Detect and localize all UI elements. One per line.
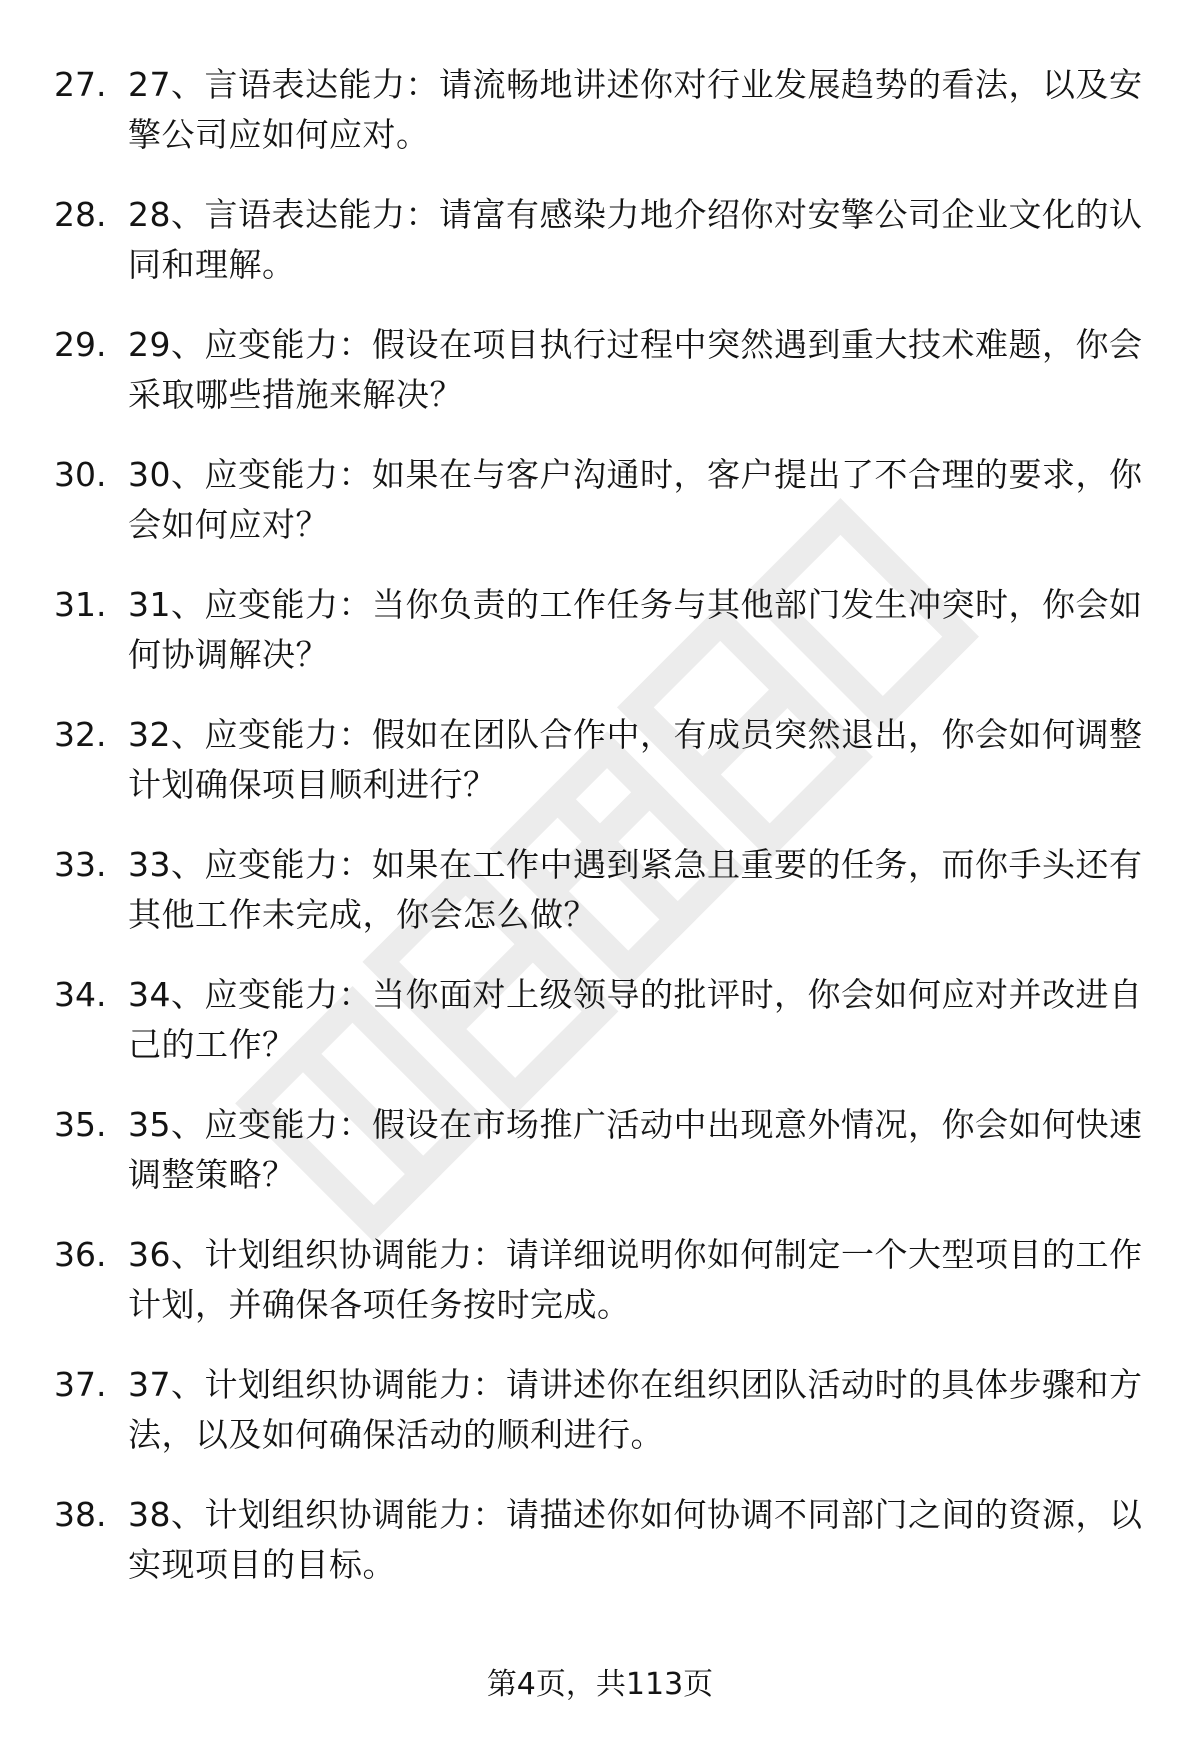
page-footer: 第4页，共113页 (486, 1667, 714, 1702)
question-number: 38. (54, 1495, 107, 1534)
question-number: 33. (54, 845, 107, 884)
list-item (0, 1100, 1200, 1230)
list-item (0, 60, 1200, 190)
list-item (0, 840, 1200, 970)
question-text: 27、言语表达能力：请流畅地讲述你对行业发展趋势的看法，以及安擎公司应如何应对。 (128, 65, 1143, 154)
list-item (0, 580, 1200, 710)
question-text: 35、应变能力：假设在市场推广活动中出现意外情况，你会如何快速调整策略？ (128, 1105, 1143, 1194)
question-number: 31. (54, 585, 107, 624)
list-item (0, 450, 1200, 580)
list-item (0, 970, 1200, 1100)
question-number: 32. (54, 715, 107, 754)
question-text: 32、应变能力：假如在团队合作中，有成员突然退出，你会如何调整计划确保项目顺利进行？ (128, 715, 1143, 804)
list-item (0, 1360, 1200, 1490)
question-number: 27. (54, 65, 107, 104)
question-list (0, 60, 1200, 1620)
question-number: 28. (54, 195, 107, 234)
question-number: 35. (54, 1105, 107, 1144)
question-number: 30. (54, 455, 107, 494)
list-item (0, 710, 1200, 840)
question-number: 36. (54, 1235, 107, 1274)
question-text: 31、应变能力：当你负责的工作任务与其他部门发生冲突时，你会如何协调解决？ (128, 585, 1143, 674)
question-text: 30、应变能力：如果在与客户沟通时，客户提出了不合理的要求，你会如何应对？ (128, 455, 1143, 544)
question-text: 37、计划组织协调能力：请讲述你在组织团队活动时的具体步骤和方法，以及如何确保活动的顺利进行。 (128, 1365, 1143, 1454)
question-text: 33、应变能力：如果在工作中遇到紧急且重要的任务，而你手头还有其他工作未完成，你会怎么做？ (128, 845, 1143, 934)
question-text: 38、计划组织协调能力：请描述你如何协调不同部门之间的资源，以实现项目的目标。 (128, 1495, 1143, 1584)
question-number: 37. (54, 1365, 107, 1404)
list-item (0, 320, 1200, 450)
list-item (0, 190, 1200, 320)
question-text: 36、计划组织协调能力：请详细说明你如何制定一个大型项目的工作计划，并确保各项任务按时完成。 (128, 1235, 1143, 1324)
question-number: 29. (54, 325, 107, 364)
list-item (0, 1230, 1200, 1360)
list-item (0, 1490, 1200, 1620)
question-text: 28、言语表达能力：请富有感染力地介绍你对安擎公司企业文化的认同和理解。 (128, 195, 1143, 284)
question-text: 29、应变能力：假设在项目执行过程中突然遇到重大技术难题，你会采取哪些措施来解决？ (128, 325, 1143, 414)
question-text: 34、应变能力：当你面对上级领导的批评时，你会如何应对并改进自己的工作？ (128, 975, 1143, 1064)
question-number: 34. (54, 975, 107, 1014)
